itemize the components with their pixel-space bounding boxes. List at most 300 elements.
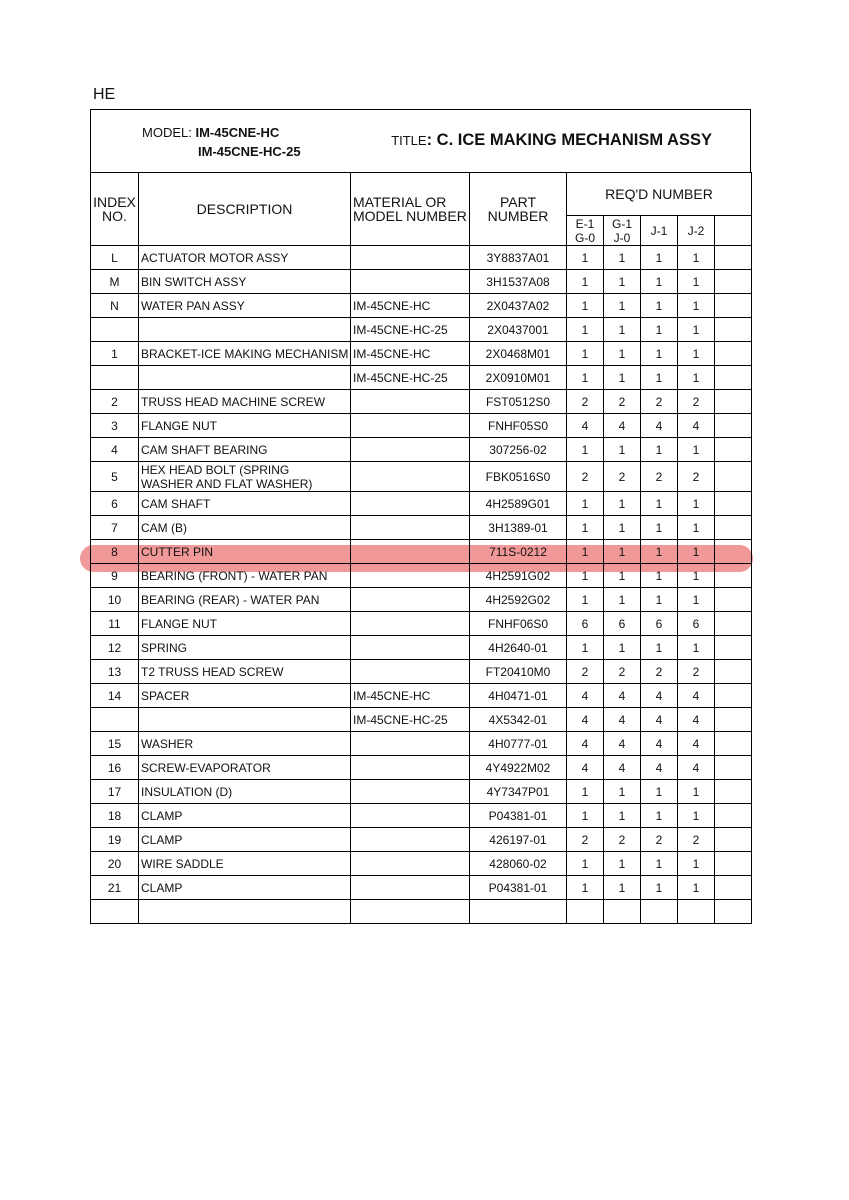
description-cell: [139, 708, 351, 732]
qty-cell: 2: [604, 660, 641, 684]
table-row: [91, 516, 752, 540]
material-cell: [351, 540, 470, 564]
part-number-cell: 4H2640-01: [470, 636, 567, 660]
material-cell: IM-45CNE-HC: [351, 684, 470, 708]
qty-cell: 1: [641, 270, 678, 294]
description-cell: CAM SHAFT: [139, 492, 351, 516]
index-cell: 8: [91, 540, 139, 564]
description-cell: FLANGE NUT: [139, 414, 351, 438]
qty-cell: 2: [678, 462, 715, 492]
qty-cell: 1: [567, 852, 604, 876]
qty-cell: 2: [641, 462, 678, 492]
qty-cell: 2: [678, 828, 715, 852]
index-cell: 4: [91, 438, 139, 462]
material-cell: [351, 636, 470, 660]
page-title: : C. ICE MAKING MECHANISM ASSY: [426, 131, 712, 149]
qty-cell: 1: [567, 342, 604, 366]
table-row: [91, 708, 752, 732]
qty-cell: 1: [604, 780, 641, 804]
parts-sheet: [90, 109, 751, 924]
qty-cell: 1: [641, 636, 678, 660]
qty-cell: 1: [567, 780, 604, 804]
qty-cell: 1: [641, 438, 678, 462]
qty-cell: 1: [678, 780, 715, 804]
qty-cell: 1: [567, 588, 604, 612]
qty-cell: 1: [604, 876, 641, 900]
index-cell: M: [91, 270, 139, 294]
title-label: TITLE: [391, 133, 427, 148]
qty-cell: 1: [604, 294, 641, 318]
index-cell: 21: [91, 876, 139, 900]
index-cell: 11: [91, 612, 139, 636]
part-number-cell: FST0512S0: [470, 390, 567, 414]
qty-cell: 2: [641, 390, 678, 414]
qty-cell: 1: [604, 366, 641, 390]
material-cell: [351, 588, 470, 612]
description-cell: WIRE SADDLE: [139, 852, 351, 876]
blank-cell: [715, 852, 752, 876]
table-row: [91, 462, 752, 492]
qty-cell: 4: [604, 684, 641, 708]
part-number-cell: 711S-0212: [470, 540, 567, 564]
qty-cell: 1: [678, 318, 715, 342]
qty-cell: 1: [567, 438, 604, 462]
description-cell: INSULATION (D): [139, 780, 351, 804]
table-row: [91, 318, 752, 342]
blank-cell: [715, 780, 752, 804]
qty-cell: 1: [604, 540, 641, 564]
part-number-cell: 4Y4922M02: [470, 756, 567, 780]
blank-cell: [715, 294, 752, 318]
material-cell: [351, 462, 470, 492]
table-row: [91, 900, 752, 924]
blank-cell: [715, 636, 752, 660]
part-number-cell: 2X0437A02: [470, 294, 567, 318]
qty-cell: 1: [678, 588, 715, 612]
qty-cell: 2: [567, 660, 604, 684]
qty-cell: 1: [641, 366, 678, 390]
description-cell: WATER PAN ASSY: [139, 294, 351, 318]
qty-cell: 1: [678, 246, 715, 270]
qty-cell: 1: [567, 318, 604, 342]
blank-cell: [715, 732, 752, 756]
qty-cell: 1: [604, 852, 641, 876]
qty-cell: 1: [604, 804, 641, 828]
table-row: [91, 246, 752, 270]
model-block: [142, 123, 301, 161]
material-cell: IM-45CNE-HC-25: [351, 708, 470, 732]
table-row: [91, 390, 752, 414]
col-header-e1-g0: E-1 G-0: [567, 216, 604, 246]
table-row: [91, 492, 752, 516]
qty-cell: 1: [641, 492, 678, 516]
qty-cell: 1: [641, 246, 678, 270]
blank-cell: [715, 588, 752, 612]
part-number-cell: 2X0468M01: [470, 342, 567, 366]
material-cell: [351, 780, 470, 804]
part-number-cell: FT20410M0: [470, 660, 567, 684]
qty-cell: 4: [641, 684, 678, 708]
part-number-cell: 426197-01: [470, 828, 567, 852]
part-number-cell: 307256-02: [470, 438, 567, 462]
index-cell: 14: [91, 684, 139, 708]
qty-cell: 1: [678, 804, 715, 828]
qty-cell: 1: [567, 540, 604, 564]
description-cell: CLAMP: [139, 828, 351, 852]
part-number-cell: FNHF05S0: [470, 414, 567, 438]
qty-cell: 1: [567, 516, 604, 540]
description-cell: HEX HEAD BOLT (SPRING WASHER AND FLAT WASHER): [139, 462, 351, 492]
material-cell: [351, 612, 470, 636]
material-cell: [351, 246, 470, 270]
description-cell: CLAMP: [139, 876, 351, 900]
description-cell: BEARING (FRONT) - WATER PAN: [139, 564, 351, 588]
qty-cell: 2: [641, 660, 678, 684]
qty-cell: 1: [641, 780, 678, 804]
index-cell: 12: [91, 636, 139, 660]
qty-cell: 4: [678, 756, 715, 780]
qty-cell: 1: [641, 588, 678, 612]
qty-cell: 1: [678, 540, 715, 564]
material-cell: [351, 828, 470, 852]
qty-cell: 2: [678, 660, 715, 684]
material-cell: [351, 270, 470, 294]
description-cell: [139, 318, 351, 342]
qty-cell: 4: [678, 732, 715, 756]
blank-cell: [715, 612, 752, 636]
qty-cell: 1: [567, 366, 604, 390]
index-cell: L: [91, 246, 139, 270]
table-row: [91, 660, 752, 684]
index-cell: N: [91, 294, 139, 318]
index-cell: [91, 900, 139, 924]
part-number-cell: FNHF06S0: [470, 612, 567, 636]
table-row: [91, 438, 752, 462]
qty-cell: 1: [604, 564, 641, 588]
qty-cell: 1: [678, 366, 715, 390]
material-cell: [351, 900, 470, 924]
qty-cell: 6: [567, 612, 604, 636]
part-number-cell: 4X5342-01: [470, 708, 567, 732]
description-cell: WASHER: [139, 732, 351, 756]
qty-cell: 1: [678, 294, 715, 318]
col-header-material: MATERIAL OR MODEL NUMBER: [351, 173, 470, 246]
qty-cell: 2: [678, 390, 715, 414]
qty-cell: 1: [604, 246, 641, 270]
description-cell: T2 TRUSS HEAD SCREW: [139, 660, 351, 684]
table-row: [91, 564, 752, 588]
index-cell: 3: [91, 414, 139, 438]
qty-cell: 4: [604, 756, 641, 780]
index-cell: 15: [91, 732, 139, 756]
qty-cell: 1: [567, 270, 604, 294]
qty-cell: 1: [567, 804, 604, 828]
table-row: [91, 636, 752, 660]
part-number-cell: 4Y7347P01: [470, 780, 567, 804]
part-number-cell: 4H2592G02: [470, 588, 567, 612]
material-cell: [351, 732, 470, 756]
qty-cell: 1: [604, 588, 641, 612]
page-label: HE: [93, 86, 116, 103]
blank-cell: [715, 492, 752, 516]
qty-cell: 1: [678, 342, 715, 366]
qty-cell: 1: [641, 540, 678, 564]
qty-cell: 1: [641, 342, 678, 366]
table-row: [91, 732, 752, 756]
qty-cell: 1: [678, 516, 715, 540]
qty-cell: 4: [604, 708, 641, 732]
description-cell: SCREW-EVAPORATOR: [139, 756, 351, 780]
table-row: [91, 876, 752, 900]
index-cell: [91, 708, 139, 732]
qty-cell: 1: [678, 876, 715, 900]
model-number-1: IM-45CNE-HC: [195, 125, 280, 140]
description-cell: ACTUATOR MOTOR ASSY: [139, 246, 351, 270]
qty-cell: 4: [567, 708, 604, 732]
blank-cell: [715, 462, 752, 492]
material-cell: [351, 804, 470, 828]
table-row: [91, 828, 752, 852]
qty-cell: [678, 900, 715, 924]
blank-cell: [715, 246, 752, 270]
blank-cell: [715, 756, 752, 780]
index-cell: 13: [91, 660, 139, 684]
qty-cell: 1: [678, 636, 715, 660]
qty-cell: [641, 900, 678, 924]
part-number-cell: 3H1389-01: [470, 516, 567, 540]
qty-cell: 1: [604, 636, 641, 660]
table-row: [91, 852, 752, 876]
col-header-description: DESCRIPTION: [139, 173, 351, 246]
model-number-2: IM-45CNE-HC-25: [198, 144, 301, 159]
blank-cell: [715, 828, 752, 852]
blank-cell: [715, 270, 752, 294]
qty-cell: 1: [567, 492, 604, 516]
table-row: [91, 414, 752, 438]
table-row: [91, 540, 752, 564]
qty-cell: 2: [604, 462, 641, 492]
description-cell: CUTTER PIN: [139, 540, 351, 564]
qty-cell: 4: [567, 756, 604, 780]
qty-cell: 4: [641, 732, 678, 756]
qty-cell: 1: [678, 564, 715, 588]
blank-cell: [715, 540, 752, 564]
material-cell: IM-45CNE-HC: [351, 342, 470, 366]
qty-cell: 1: [641, 564, 678, 588]
qty-cell: 1: [567, 246, 604, 270]
qty-cell: 1: [641, 804, 678, 828]
qty-cell: [604, 900, 641, 924]
index-cell: 2: [91, 390, 139, 414]
blank-cell: [715, 684, 752, 708]
material-cell: [351, 660, 470, 684]
qty-cell: 1: [641, 852, 678, 876]
part-number-cell: 428060-02: [470, 852, 567, 876]
qty-cell: 1: [604, 516, 641, 540]
qty-cell: 1: [567, 876, 604, 900]
material-cell: IM-45CNE-HC-25: [351, 318, 470, 342]
blank-cell: [715, 900, 752, 924]
description-cell: [139, 900, 351, 924]
qty-cell: 1: [678, 852, 715, 876]
blank-cell: [715, 660, 752, 684]
table-row: [91, 684, 752, 708]
part-number-cell: 2X0437001: [470, 318, 567, 342]
description-cell: BEARING (REAR) - WATER PAN: [139, 588, 351, 612]
description-cell: SPRING: [139, 636, 351, 660]
blank-cell: [715, 876, 752, 900]
qty-cell: 4: [567, 732, 604, 756]
blank-cell: [715, 390, 752, 414]
qty-cell: 1: [678, 270, 715, 294]
description-cell: SPACER: [139, 684, 351, 708]
qty-cell: 1: [567, 636, 604, 660]
index-cell: 1: [91, 342, 139, 366]
qty-cell: 6: [604, 612, 641, 636]
table-row: [91, 780, 752, 804]
index-cell: [91, 318, 139, 342]
index-cell: 19: [91, 828, 139, 852]
qty-cell: 4: [678, 684, 715, 708]
part-number-cell: 4H0777-01: [470, 732, 567, 756]
qty-cell: 2: [641, 828, 678, 852]
qty-cell: 4: [567, 684, 604, 708]
index-cell: 5: [91, 462, 139, 492]
qty-cell: [567, 900, 604, 924]
part-number-cell: FBK0516S0: [470, 462, 567, 492]
qty-cell: 6: [678, 612, 715, 636]
qty-cell: 4: [641, 756, 678, 780]
index-cell: 7: [91, 516, 139, 540]
qty-cell: 1: [678, 438, 715, 462]
qty-cell: 1: [604, 438, 641, 462]
col-header-g1-j0: G-1 J-0: [604, 216, 641, 246]
qty-cell: 1: [604, 270, 641, 294]
description-cell: [139, 366, 351, 390]
col-header-reqd-number: REQ'D NUMBER: [567, 173, 752, 216]
description-cell: BIN SWITCH ASSY: [139, 270, 351, 294]
description-cell: CAM (B): [139, 516, 351, 540]
blank-cell: [715, 516, 752, 540]
index-cell: 18: [91, 804, 139, 828]
table-row: [91, 804, 752, 828]
blank-cell: [715, 366, 752, 390]
table-row: [91, 342, 752, 366]
blank-cell: [715, 564, 752, 588]
table-row: [91, 588, 752, 612]
material-cell: [351, 492, 470, 516]
table-row: [91, 612, 752, 636]
blank-cell: [715, 318, 752, 342]
qty-cell: 2: [567, 390, 604, 414]
qty-cell: 1: [641, 876, 678, 900]
material-cell: [351, 756, 470, 780]
blank-cell: [715, 342, 752, 366]
blank-cell: [715, 708, 752, 732]
qty-cell: 1: [567, 294, 604, 318]
qty-cell: 1: [641, 516, 678, 540]
index-cell: [91, 366, 139, 390]
material-cell: IM-45CNE-HC-25: [351, 366, 470, 390]
qty-cell: 1: [604, 318, 641, 342]
part-number-cell: 3Y8837A01: [470, 246, 567, 270]
model-label: MODEL:: [142, 125, 196, 140]
index-cell: 16: [91, 756, 139, 780]
index-cell: 20: [91, 852, 139, 876]
description-cell: CLAMP: [139, 804, 351, 828]
qty-cell: 6: [641, 612, 678, 636]
material-cell: [351, 438, 470, 462]
description-cell: FLANGE NUT: [139, 612, 351, 636]
qty-cell: 4: [678, 414, 715, 438]
qty-cell: 1: [604, 342, 641, 366]
part-number-cell: P04381-01: [470, 876, 567, 900]
description-cell: TRUSS HEAD MACHINE SCREW: [139, 390, 351, 414]
part-number-cell: 2X0910M01: [470, 366, 567, 390]
table-row: [91, 366, 752, 390]
material-cell: [351, 390, 470, 414]
qty-cell: 1: [641, 294, 678, 318]
part-number-cell: 3H1537A08: [470, 270, 567, 294]
qty-cell: 4: [567, 414, 604, 438]
qty-cell: 1: [678, 492, 715, 516]
col-header-j1: J-1: [641, 216, 678, 246]
col-header-index: INDEX NO.: [91, 173, 139, 246]
description-cell: BRACKET-ICE MAKING MECHANISM: [139, 342, 351, 366]
qty-cell: 4: [678, 708, 715, 732]
qty-cell: 2: [604, 390, 641, 414]
qty-cell: 1: [604, 492, 641, 516]
index-cell: 6: [91, 492, 139, 516]
qty-cell: 2: [567, 828, 604, 852]
qty-cell: 2: [567, 462, 604, 492]
material-cell: IM-45CNE-HC: [351, 294, 470, 318]
part-number-cell: 4H2589G01: [470, 492, 567, 516]
part-number-cell: 4H2591G02: [470, 564, 567, 588]
index-cell: 10: [91, 588, 139, 612]
material-cell: [351, 414, 470, 438]
blank-cell: [715, 804, 752, 828]
table-row: [91, 756, 752, 780]
part-number-cell: [470, 900, 567, 924]
col-header-blank: [715, 216, 752, 246]
qty-cell: 4: [604, 732, 641, 756]
material-cell: [351, 564, 470, 588]
material-cell: [351, 516, 470, 540]
index-cell: 9: [91, 564, 139, 588]
blank-cell: [715, 414, 752, 438]
part-number-cell: P04381-01: [470, 804, 567, 828]
sheet-header: [90, 109, 751, 172]
title-block: [391, 131, 712, 150]
material-cell: [351, 852, 470, 876]
table-row: [91, 270, 752, 294]
qty-cell: 1: [567, 564, 604, 588]
qty-cell: 2: [604, 828, 641, 852]
material-cell: [351, 876, 470, 900]
qty-cell: 4: [604, 414, 641, 438]
col-header-j2: J-2: [678, 216, 715, 246]
description-cell: CAM SHAFT BEARING: [139, 438, 351, 462]
index-cell: 17: [91, 780, 139, 804]
parts-table: [90, 172, 752, 924]
col-header-part-number: PART NUMBER: [470, 173, 567, 246]
blank-cell: [715, 438, 752, 462]
part-number-cell: 4H0471-01: [470, 684, 567, 708]
table-row: [91, 294, 752, 318]
qty-cell: 4: [641, 708, 678, 732]
qty-cell: 1: [641, 318, 678, 342]
